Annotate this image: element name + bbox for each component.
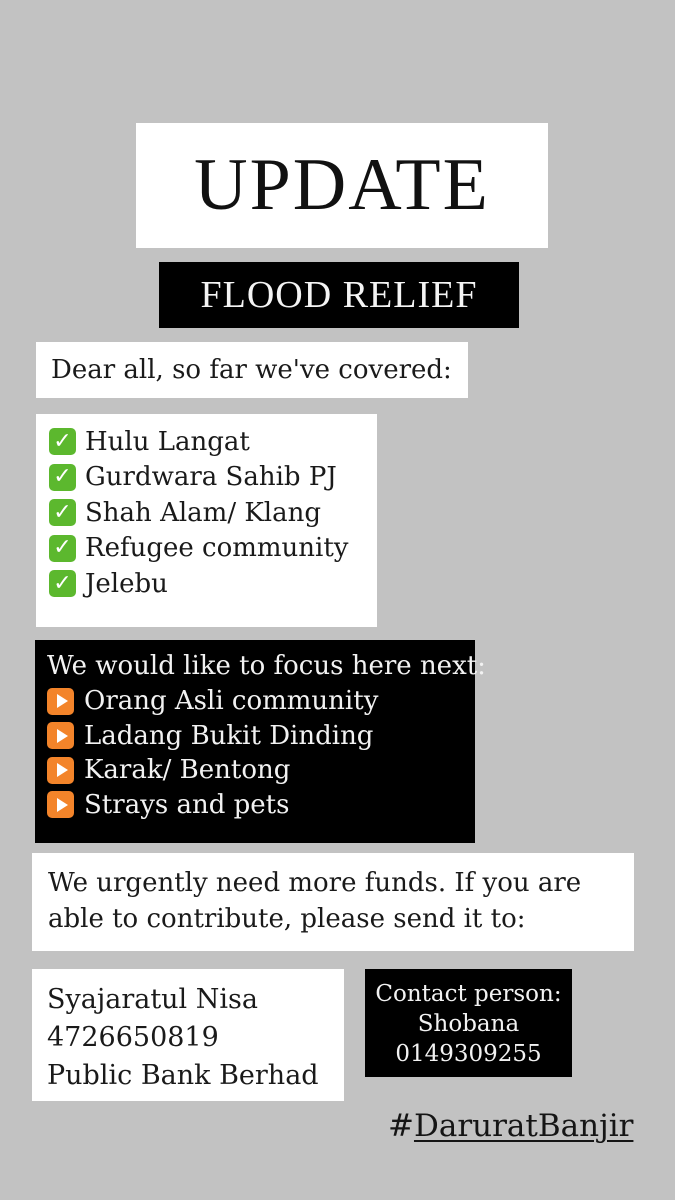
check-mark-icon: ✓ — [49, 499, 76, 526]
list-item — [49, 460, 377, 496]
focus-item-label: Strays and pets — [84, 789, 290, 820]
list-item — [47, 684, 475, 719]
funds-line-1: We urgently need more funds. If you are — [48, 868, 582, 898]
play-button-icon — [47, 722, 74, 749]
intro-box — [36, 342, 468, 398]
focus-item-label: Ladang Bukit Dinding — [84, 720, 374, 751]
play-button-icon — [47, 688, 74, 715]
check-mark-icon: ✓ — [49, 464, 76, 491]
covered-item-label: Refugee community — [85, 533, 349, 564]
account-holder-name: Syajaratul Nisa — [47, 984, 258, 1015]
intro-text: Dear all, so far we've covered: — [51, 355, 452, 385]
page-title: UPDATE — [194, 144, 490, 226]
covered-item-label: Gurdwara Sahib PJ — [85, 462, 337, 493]
play-button-icon — [47, 757, 74, 784]
hashtag-symbol: # — [388, 1108, 414, 1144]
focus-heading: We would like to focus here next: — [47, 651, 486, 681]
focus-item-label: Karak/ Bentong — [84, 755, 291, 786]
list-item — [49, 566, 377, 602]
list-item — [47, 753, 475, 788]
hashtag-link[interactable]: DaruratBanjir — [413, 1108, 634, 1144]
contact-label: Contact person: — [375, 981, 562, 1007]
play-button-icon — [47, 791, 74, 818]
page-subtitle: FLOOD RELIEF — [200, 274, 478, 316]
covered-list — [36, 414, 377, 627]
covered-item-label: Hulu Langat — [85, 426, 250, 457]
focus-list — [35, 640, 486, 843]
check-mark-icon: ✓ — [49, 428, 76, 455]
title-box — [136, 123, 548, 248]
account-number: 4726650819 — [47, 1022, 219, 1053]
contact-phone: 0149309255 — [395, 1041, 542, 1067]
bank-name: Public Bank Berhad — [47, 1060, 319, 1091]
subtitle-box — [159, 262, 519, 328]
list-item — [49, 495, 377, 531]
hashtag[interactable] — [388, 1108, 633, 1144]
check-mark-icon: ✓ — [49, 570, 76, 597]
bank-details — [32, 969, 344, 1101]
list-item — [47, 719, 475, 754]
covered-item-label: Shah Alam/ Klang — [85, 497, 321, 528]
focus-item-label: Orang Asli community — [84, 686, 379, 717]
list-item — [49, 531, 377, 567]
check-mark-icon: ✓ — [49, 535, 76, 562]
list-item — [47, 788, 475, 823]
contact-name: Shobana — [417, 1011, 520, 1037]
funds-line-2: able to contribute, please send it to: — [48, 904, 526, 934]
contact-box — [365, 969, 572, 1077]
funds-appeal — [32, 853, 634, 951]
list-item — [49, 424, 377, 460]
covered-item-label: Jelebu — [85, 568, 168, 599]
